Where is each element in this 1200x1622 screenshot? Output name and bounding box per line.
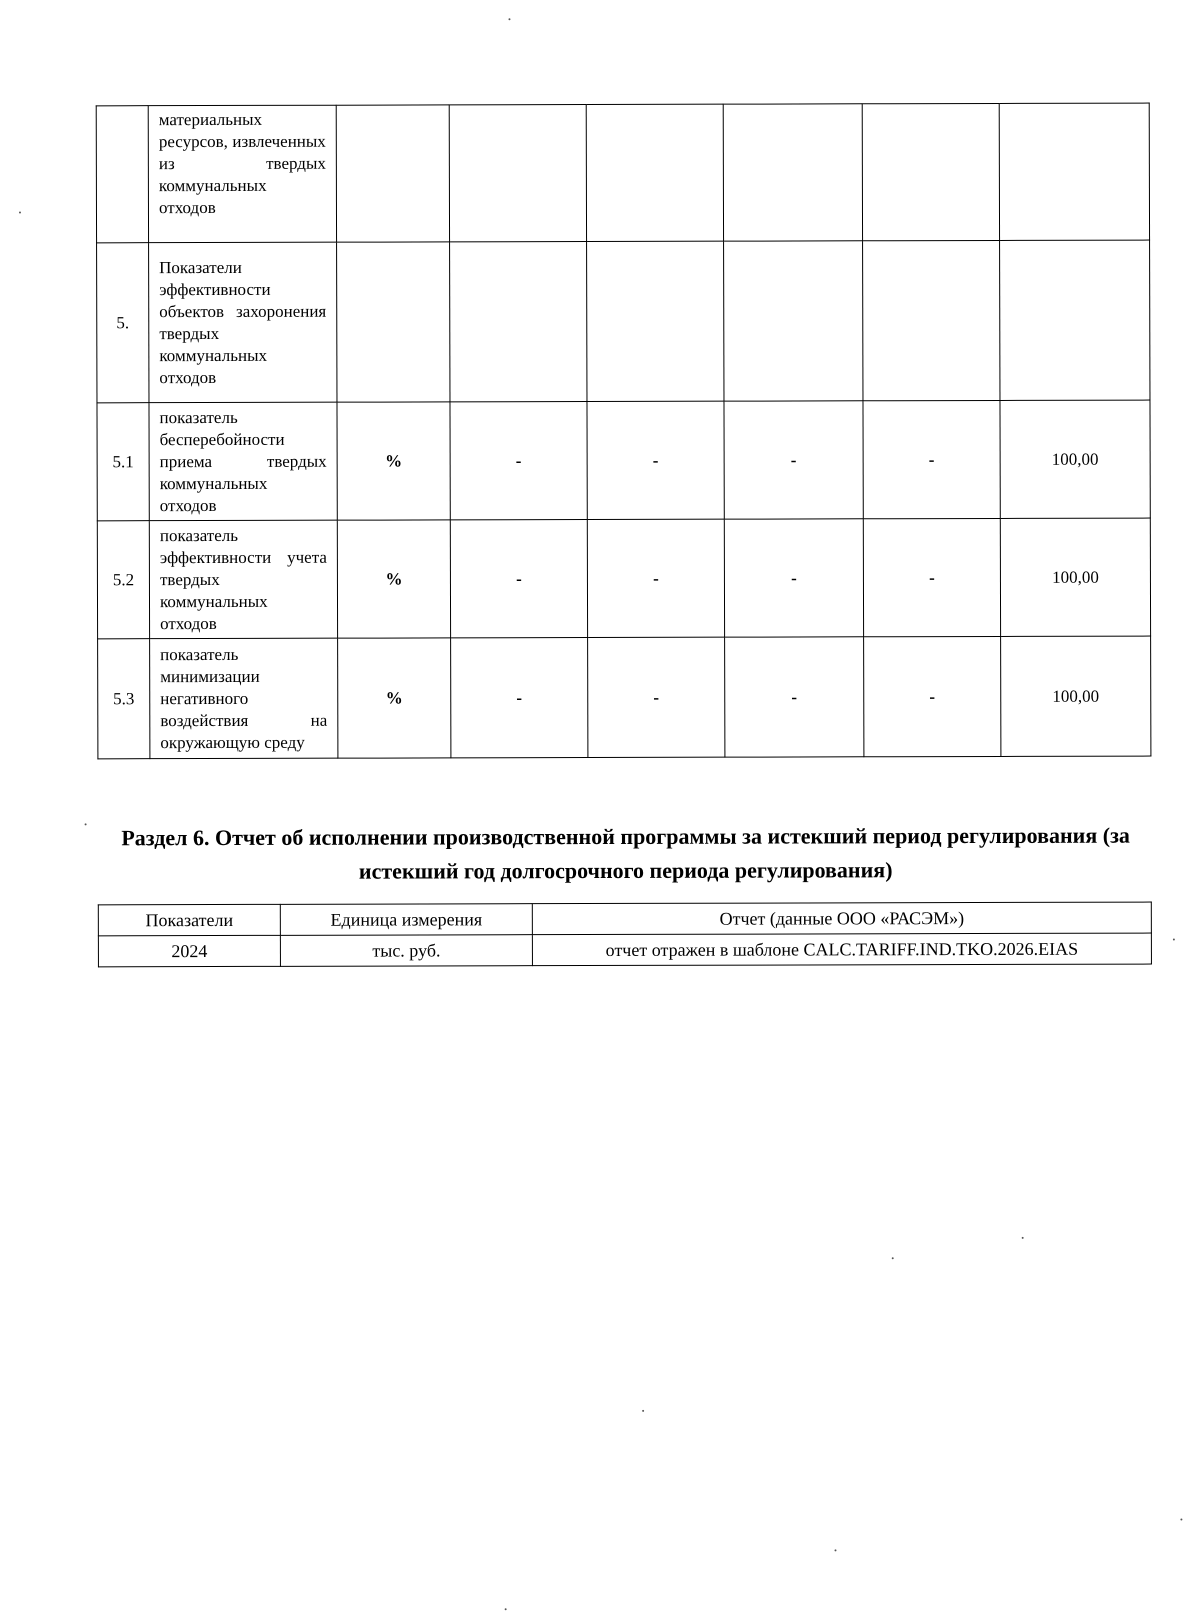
value-cell [586,104,723,241]
table-row [97,240,1150,403]
row-number [96,106,148,243]
section-title: Раздел 6. Отчет об исполнении производственной программы за истекший период регулирования (за истекший год долгосрочного периода регулирования) [121,822,1130,884]
report-table [98,902,1152,968]
scan-speck [85,823,87,825]
unit-cell: % [337,402,450,520]
unit-cell [336,105,449,242]
table-row [97,400,1150,521]
value-cell: - [450,520,587,638]
row-number: 5. [97,243,149,403]
value-cell: - [450,402,587,520]
value-cell: - [864,636,1001,756]
indicator-name: показатель минимизации негативного воздействия на окружающую среду [150,638,338,758]
row-number: 5.1 [97,403,149,521]
scan-speck [642,1410,644,1412]
indicator-name: показатель эффективности учета твердых коммунальных отходов [149,520,337,638]
unit-cell: тыс. руб. [280,935,532,967]
table-row [98,933,1151,967]
value-cell [862,103,999,240]
value-cell: - [863,518,1000,636]
column-header-indicators: Показатели [98,904,280,935]
table-row [97,518,1150,639]
value-cell [450,242,587,402]
unit-cell: % [338,638,451,758]
indicators-cell: 2024 [98,935,280,966]
value-cell: - [724,401,863,519]
scan-speck [892,1257,894,1259]
value-cell: 100,00 [1000,518,1150,636]
value-cell [999,103,1149,240]
value-cell: - [724,519,863,637]
value-cell: - [587,401,724,519]
table-row [98,636,1151,759]
scan-speck [834,1549,836,1551]
scan-speck [1180,1518,1182,1520]
value-cell [449,105,586,242]
scan-speck [508,18,510,20]
unit-cell: % [337,520,450,638]
value-cell: - [725,637,864,757]
scan-speck [505,1608,507,1610]
value-cell [863,240,1000,400]
column-header-report: Отчет (данные ООО «РАСЭМ») [532,902,1151,935]
value-cell: 100,00 [1001,636,1151,756]
table-header-row [98,902,1151,936]
scan-speck [1022,1237,1024,1239]
value-cell [723,104,862,241]
indicator-name: материальных ресурсов, извлеченных из твердых коммунальных отходов [148,105,336,242]
indicators-table [96,103,1152,760]
value-cell [587,241,724,401]
scan-speck [19,212,21,214]
column-header-unit: Единица измерения [280,904,532,936]
indicator-name: Показатели эффективности объектов захоронения твердых коммунальных отходов [149,242,337,402]
value-cell: - [587,519,724,637]
value-cell: - [863,400,1000,518]
value-cell: 100,00 [1000,400,1150,518]
scan-speck [1173,938,1175,940]
table-row [96,103,1149,243]
value-cell: - [588,637,725,757]
indicator-name: показатель бесперебойности приема твердых коммунальных отходов [149,402,337,520]
row-number: 5.3 [98,639,150,759]
unit-cell [337,242,450,402]
value-cell: - [451,638,588,758]
value-cell [724,241,863,401]
row-number: 5.2 [97,521,149,639]
report-cell: отчет отражен в шаблоне CALC.TARIFF.IND.TKO.2026.EIAS [532,933,1151,966]
value-cell [1000,240,1150,400]
